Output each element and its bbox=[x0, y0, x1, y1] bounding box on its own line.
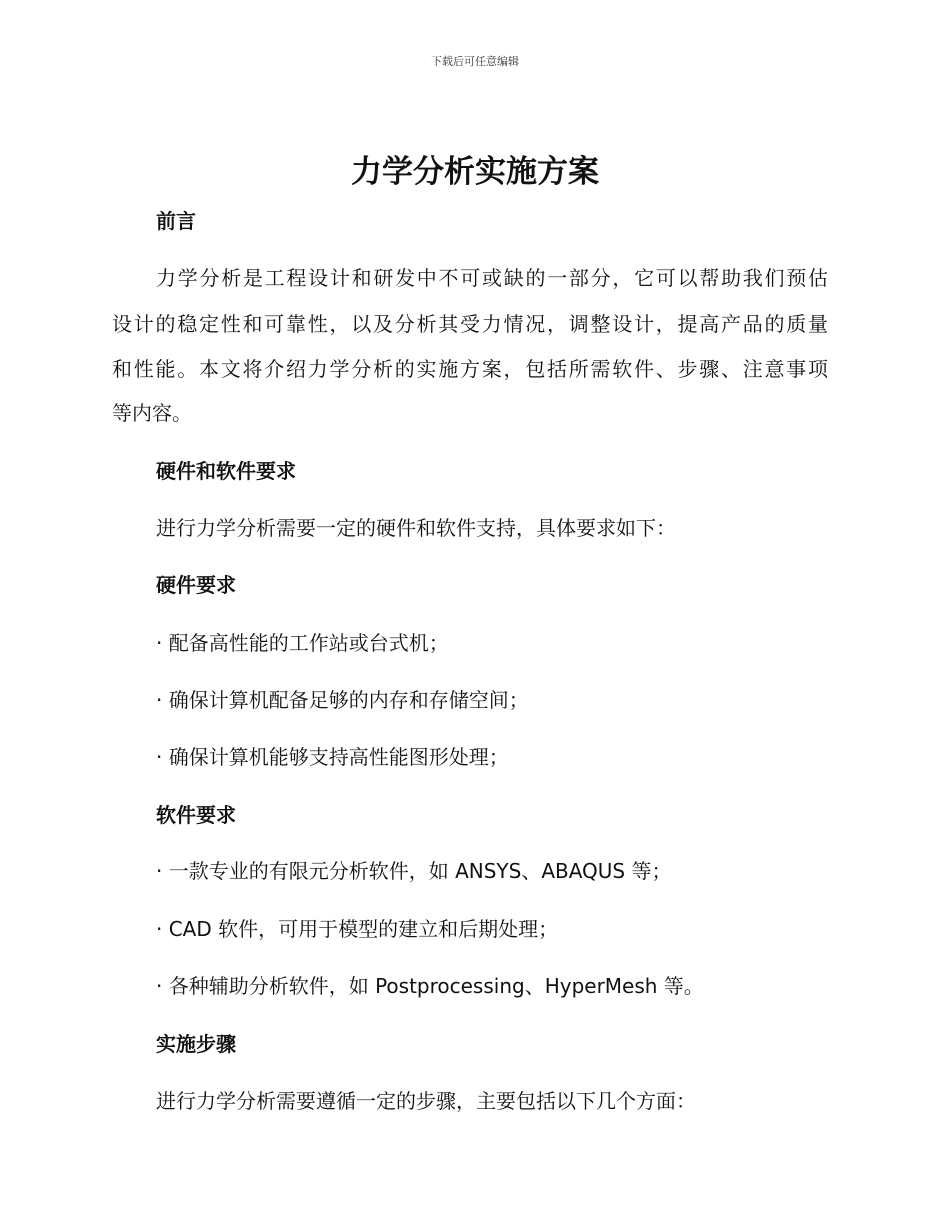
steps-heading: 实施步骤 bbox=[156, 1032, 236, 1056]
software-list-item: · 一款专业的有限元分析软件，如 ANSYS、ABAQUS 等； bbox=[156, 859, 672, 883]
page-header: 下载后可任意编辑 bbox=[431, 55, 519, 68]
hardware-heading: 硬件要求 bbox=[156, 573, 236, 597]
steps-intro: 进行力学分析需要遵循一定的步骤，主要包括以下几个方面： bbox=[156, 1089, 696, 1113]
hardware-list-item: · 配备高性能的工作站或台式机； bbox=[156, 631, 449, 655]
software-heading: 软件要求 bbox=[156, 803, 236, 827]
software-list-item: · 各种辅助分析软件，如 Postprocessing、HyperMesh 等。 bbox=[156, 974, 704, 998]
requirements-heading: 硬件和软件要求 bbox=[156, 459, 296, 483]
requirements-intro: 进行力学分析需要一定的硬件和软件支持，具体要求如下： bbox=[156, 516, 676, 540]
preface-heading: 前言 bbox=[156, 209, 196, 233]
hardware-list-item: · 确保计算机配备足够的内存和存储空间； bbox=[156, 688, 529, 712]
preface-paragraph-line: 和性能。本文将介绍力学分析的实施方案，包括所需软件、步骤、注意事项 bbox=[112, 357, 828, 381]
preface-paragraph-line: 等内容。 bbox=[112, 401, 192, 425]
hardware-list-item: · 确保计算机能够支持高性能图形处理； bbox=[156, 745, 509, 769]
document-title: 力学分析实施方案 bbox=[351, 154, 599, 190]
software-list-item: · CAD 软件，可用于模型的建立和后期处理； bbox=[156, 917, 559, 941]
preface-paragraph-line: 力学分析是工程设计和研发中不可或缺的一部分，它可以帮助我们预估 bbox=[156, 266, 828, 290]
preface-paragraph-line: 设计的稳定性和可靠性，以及分析其受力情况，调整设计，提高产品的质量 bbox=[112, 312, 828, 336]
